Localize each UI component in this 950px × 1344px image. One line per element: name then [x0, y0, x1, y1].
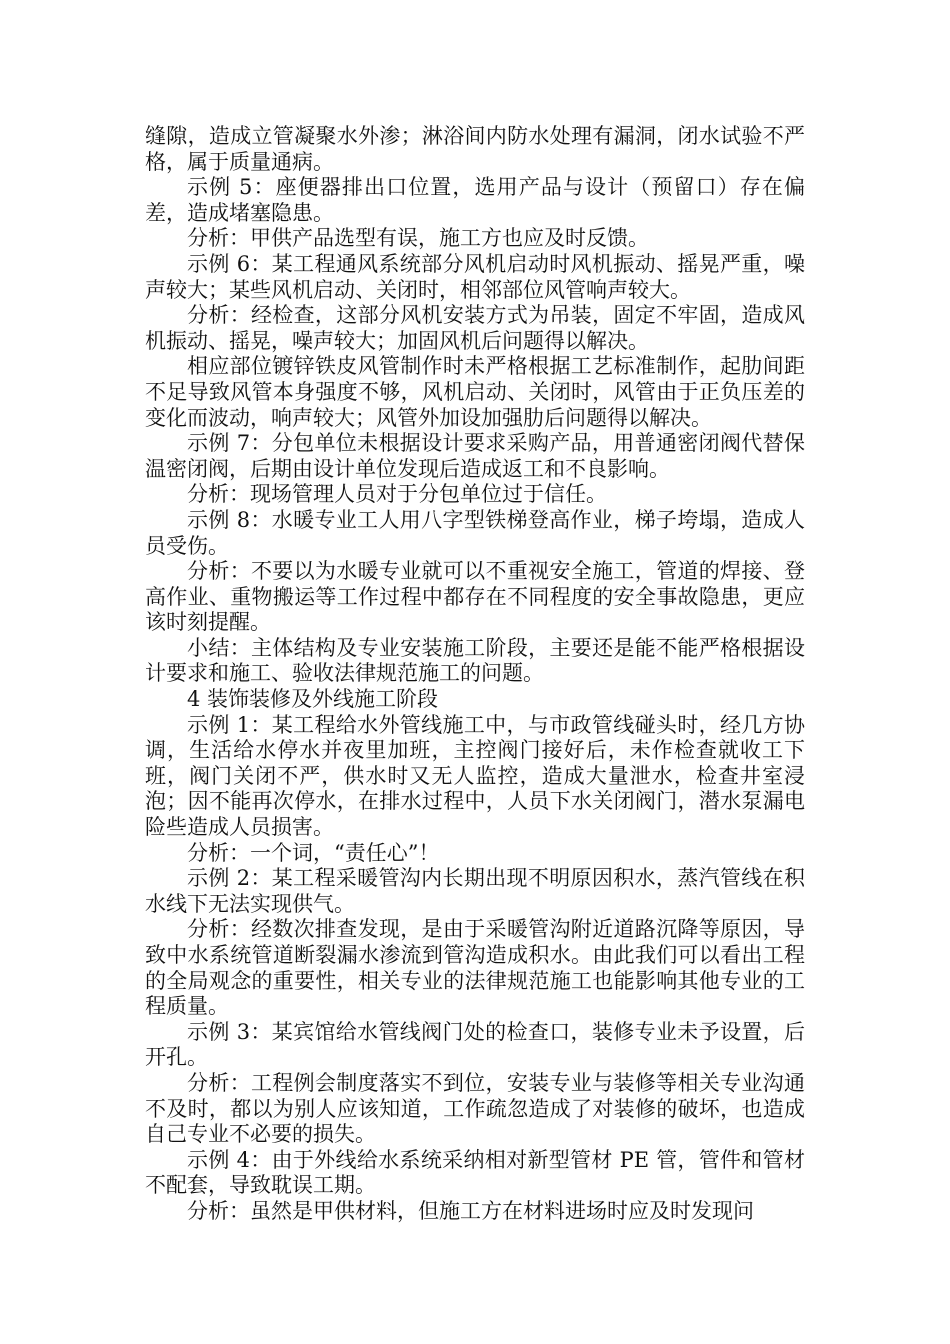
paragraph-section4-example-4: 示例 4：由于外线给水系统采纳相对新型管材 PE 管，管件和管材不配套，导致耽误工期。 — [145, 1147, 805, 1198]
document-page — [145, 124, 805, 1225]
paragraph-section4-analysis-1: 分析：一个词，“责任心”！ — [187, 840, 440, 865]
paragraph-example-8: 示例 8：水暖专业工人用八字型铁梯登高作业，梯子垮塌，造成人员受伤。 — [145, 507, 805, 558]
paragraph-example-5: 示例 5：座便器排出口位置，选用产品与设计（预留口）存在偏差，造成堵塞隐患。 — [145, 175, 805, 225]
section-heading: 4 装饰装修及外线施工阶段 — [187, 687, 439, 712]
paragraph-continuation: 缝隙，造成立管凝聚水外渗；淋浴间内防水处理有漏洞，闭水试验不严格，属于质量通病。 — [145, 124, 805, 174]
paragraph-section4-example-1: 示例 1：某工程给水外管线施工中，与市政管线碰头时，经几方协调，生活给水停水并夜里加班，主控阀门接好后，未作检查就收工下班，阀门关闭不严，供水时又无人监控，造成大量泄水，检查井室浸泡；因不能再次停水，在排水过程中，人员下水关闭阀门，潜水泵漏电险些造成人员损害。 — [145, 712, 805, 840]
paragraph-analysis-7: 分析：现场管理人员对于分包单位过于信任。 — [187, 482, 607, 507]
paragraph-section4-example-2: 示例 2：某工程采暖管沟内长期出现不明原因积水，蒸汽管线在积水线下无法实现供气。 — [145, 866, 805, 916]
paragraph-summary: 小结：主体结构及专业安装施工阶段，主要还是能不能严格根据设计要求和施工、验收法律规范施工的问题。 — [145, 635, 805, 686]
paragraph-section4-analysis-2: 分析：经数次排查发现，是由于采暖管沟附近道路沉降等原因，导致中水系统管道断裂漏水渗流到管沟造成积水。由此我们可以看出工程的全局观念的重要性，相关专业的法律规范施工也能影响其他专业的工程质量。 — [145, 917, 805, 1019]
paragraph-analysis-8: 分析：不要以为水暖专业就可以不重视安全施工，管道的焊接、登高作业、重物搬运等工作过程中都存在不同程度的安全事故隐患，更应该时刻提醒。 — [145, 559, 805, 635]
paragraph-section4-analysis-3: 分析：工程例会制度落实不到位，安装专业与装修等相关专业沟通不及时，都以为别人应该知道，工作疏忽造成了对装修的破坏，也造成自己专业不必要的损失。 — [145, 1070, 805, 1147]
paragraph-analysis-5: 分析：甲供产品选型有误，施工方也应及时反馈。 — [187, 226, 649, 251]
paragraph-analysis-6-cont: 相应部位镀锌铁皮风管制作时未严格根据工艺标准制作，起肋间距不足导致风管本身强度不够，风机启动、关闭时，风管由于正负压差的变化而波动，响声较大；风管外加设加强肋后问题得以解决。 — [145, 354, 805, 430]
paragraph-section4-analysis-4: 分析：虽然是甲供材料，但施工方在材料进场时应及时发现问 — [187, 1198, 754, 1223]
paragraph-example-7: 示例 7：分包单位未根据设计要求采购产品，用普通密闭阀代替保温密闭阀，后期由设计单位发现后造成返工和不良影响。 — [145, 431, 805, 481]
paragraph-example-6: 示例 6：某工程通风系统部分风机启动时风机振动、摇晃严重，噪声较大；某些风机启动、关闭时，相邻部位风管响声较大。 — [145, 251, 805, 302]
paragraph-analysis-6: 分析：经检查，这部分风机安装方式为吊装，固定不牢固，造成风机振动、摇晃，噪声较大；加固风机后问题得以解决。 — [145, 303, 805, 353]
paragraph-section4-example-3: 示例 3：某宾馆给水管线阀门处的检查口，装修专业未予设置，后开孔。 — [145, 1019, 805, 1070]
